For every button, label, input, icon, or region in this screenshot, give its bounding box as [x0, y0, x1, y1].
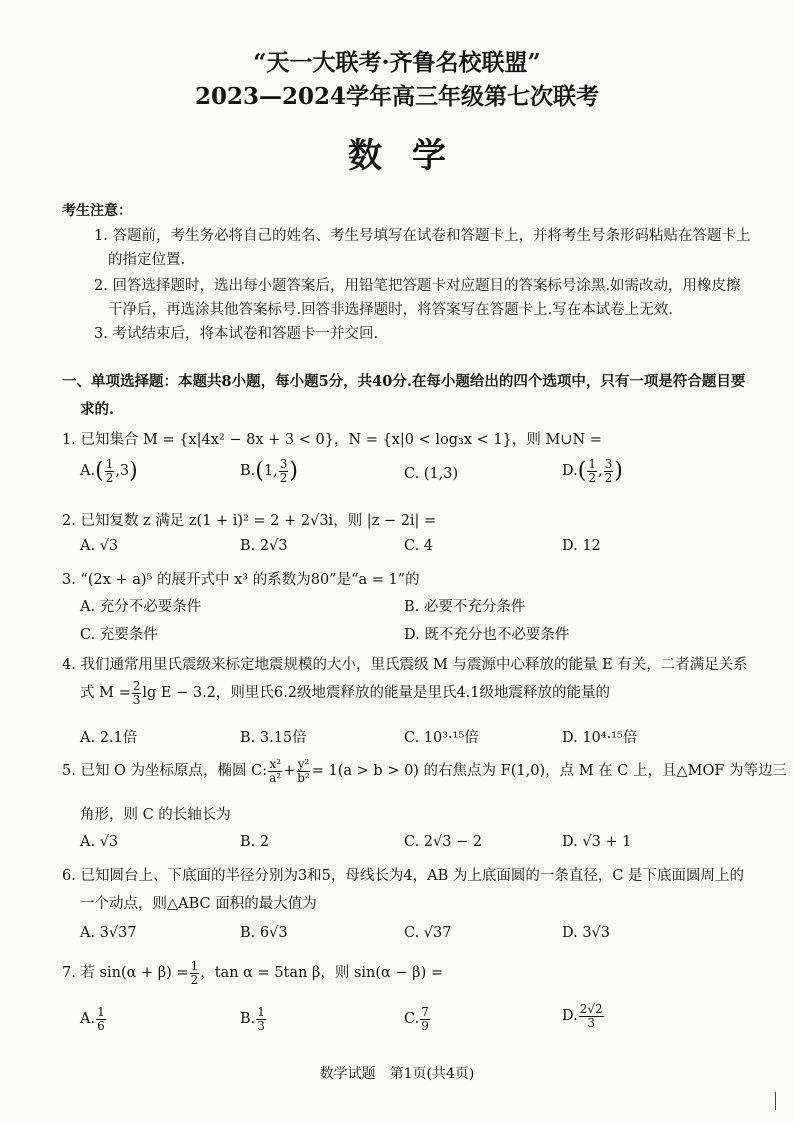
question-6-option-c: C. √37: [404, 925, 452, 941]
question-4-stem: 4. 我们通常用里氏震级来标定地震规模的大小，里氏震级 M 与震源中心释放的能量 E 有关，二者满足关系: [62, 657, 748, 673]
question-7-option-b: B. $\frac{1}{3}$: [240, 1005, 265, 1033]
question-4-option-c: C. 10³·¹⁵倍: [404, 730, 479, 746]
question-3-option-a: A. 充分不必要条件: [80, 599, 202, 615]
notice-item: 3. 考试结束后，将本试卷和答题卡一并交回.: [94, 326, 379, 342]
exam-title-line1: “天一大联考·齐鲁名校联盟”: [253, 49, 541, 76]
question-1-option-b: B.(1, $\frac{3}{2}$ ): [240, 457, 298, 485]
question-1-option-a: A.( $\frac{1}{2}$ ,3): [80, 457, 138, 485]
question-6-stem: 6. 已知圆台上、下底面的半径分别为3和5，母线长为4，AB 为上底面圆的一条直径，C 是下底面圆周上的: [62, 868, 745, 884]
question-7-option-d: D. $\frac{2√2}{3}$: [562, 1002, 603, 1030]
question-2-option-c: C. 4: [404, 538, 434, 554]
section-heading-cont: 求的.: [80, 401, 115, 418]
subject-title: 数学: [348, 136, 476, 176]
question-6-stem-cont: 一个动点，则△ABC 面积的最大值为: [80, 896, 317, 912]
question-1-stem: 1. 已知集合 M = {x|4x² − 8x + 3 < 0}，N = {x|0 < log₃x < 1}，则 M∪N =: [62, 432, 602, 448]
notice-item: 1. 答题前，考生务必将自己的姓名、考生号填写在试卷和答题卡上，并将考生号条形码粘贴在答题卡上: [94, 228, 751, 244]
question-1-option-d: D.( $\frac{1}{2}$ , $\frac{3}{2}$ ): [562, 457, 623, 485]
notice-item: 2. 回答选择题时，选出每小题答案后，用铅笔把答题卡对应题目的答案标号涂黑.如需改动，用橡皮擦: [94, 278, 741, 294]
question-5-stem-cont: 角形，则 C 的长轴长为: [80, 807, 231, 823]
question-3-option-c: C. 充要条件: [80, 627, 158, 643]
question-3-stem: 3. “(2x + a)⁵ 的展开式中 x³ 的系数为80”是“a = 1”的: [62, 572, 420, 588]
question-7-stem: 7. 若 sin(α + β) = $\frac{1}{2}$ ，tan α = 5tan β，则 sin(α − β) =: [62, 959, 443, 987]
question-4-option-b: B. 3.15倍: [240, 730, 307, 746]
question-6-option-d: D. 3√3: [562, 925, 611, 941]
notice-heading: 考生注意：: [62, 203, 132, 219]
notice-item: 干净后，再选涂其他答案标号.回答非选择题时，将答案写在答题卡上.写在本试卷上无效.: [108, 302, 673, 318]
question-4-option-a: A. 2.1倍: [80, 730, 138, 746]
question-4-option-d: D. 10⁴·¹⁵倍: [562, 730, 638, 746]
question-7-option-c: C. $\frac{7}{9}$: [404, 1005, 429, 1033]
notice-item: 的指定位置.: [108, 252, 186, 268]
question-5-option-c: C. 2√3 − 2: [404, 834, 483, 850]
question-6-option-b: B. 6√3: [240, 925, 288, 941]
question-1-option-c: C. (1,3): [404, 466, 459, 482]
question-2-option-b: B. 2√3: [240, 538, 288, 554]
section-heading: 一、单项选择题：本题共8小题，每小题5分，共40分.在每小题给出的四个选项中，只有一项是符合题目要: [62, 373, 746, 390]
question-2-stem: 2. 已知复数 z 满足 z(1 + i)² = 2 + 2√3i，则 |z − 2i| =: [62, 513, 437, 529]
question-3-option-b: B. 必要不充分条件: [404, 599, 526, 615]
question-5-option-b: B. 2: [240, 834, 270, 850]
question-2-option-a: A. √3: [80, 538, 119, 554]
exam-title-line2: 2023—2024学年高三年级第七次联考: [194, 83, 600, 110]
question-5-option-d: D. √3 + 1: [562, 834, 632, 850]
question-3-option-d: D. 既不充分也不必要条件: [404, 627, 570, 643]
question-7-option-a: A. $\frac{1}{6}$: [80, 1005, 105, 1033]
scan-edge-mark: [775, 1092, 776, 1110]
question-5-stem: 5. 已知 O 为坐标原点，椭圆 C: $\frac{\text{x²}}{\text{a²}}$ + $\frac{\text{y²}}{\text{b²}}$ = 1(a > b > 0) 的右焦点为 F(1,0)，点 M 在 C 上，且△MOF 为等边三: [62, 757, 788, 785]
question-6-option-a: A. 3√37: [80, 925, 137, 941]
question-5-option-a: A. √3: [80, 834, 119, 850]
question-2-option-d: D. 12: [562, 538, 601, 554]
page-footer: 数学试题 第1页(共4页): [319, 1066, 475, 1082]
question-4-stem-cont: 式 M = $\frac{2}{3}$ lg E − 3.2，则里氏6.2级地震释放的能量是里氏4.1级地震释放的能量的: [80, 679, 611, 707]
